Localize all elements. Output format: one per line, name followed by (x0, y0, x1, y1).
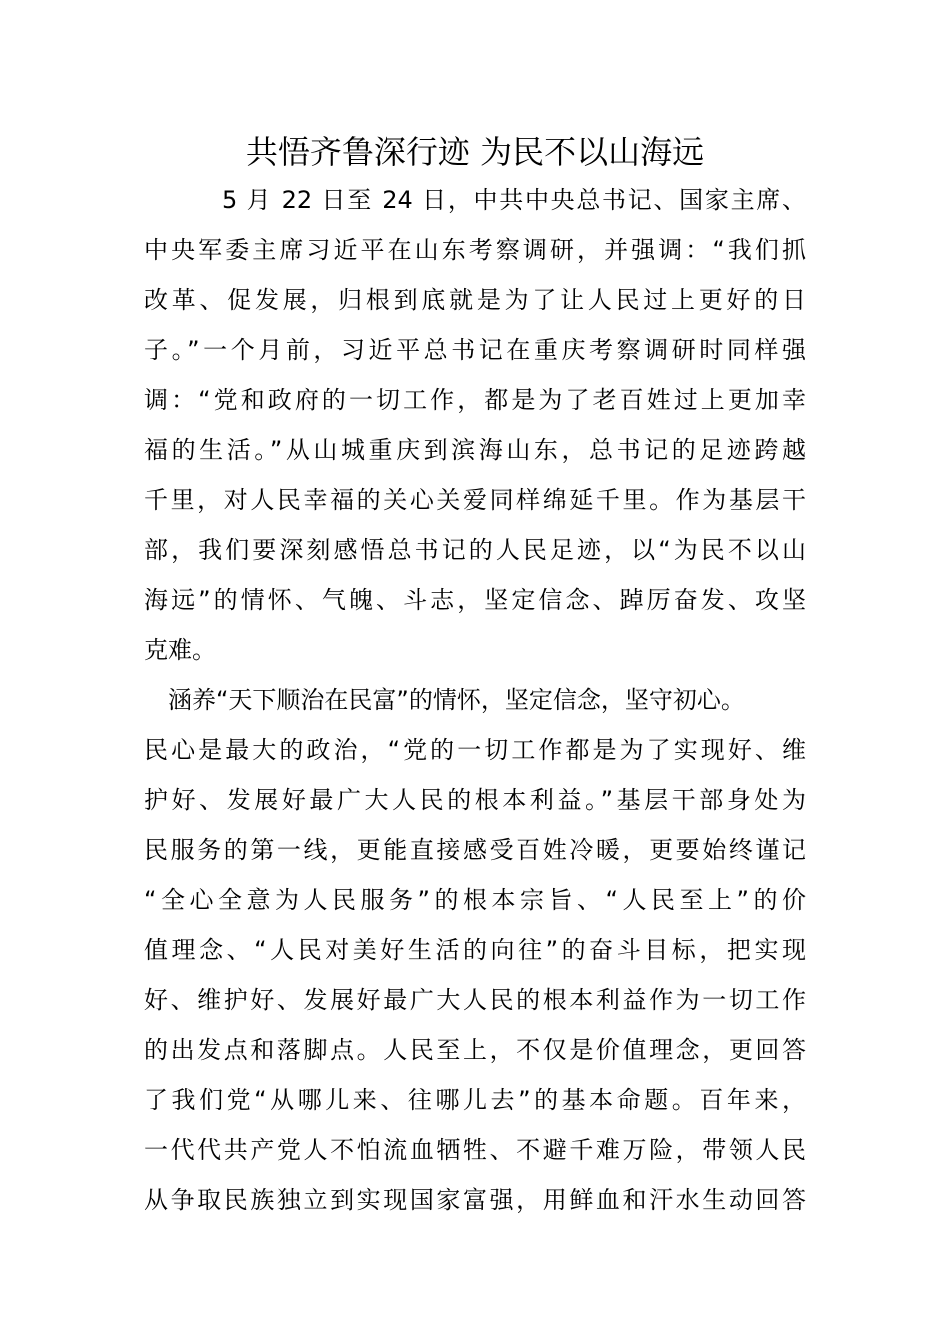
paragraph-line: 好、维护好、发展好最广大人民的根本利益作为一切工作 (144, 986, 806, 1014)
paragraph-line: “全心全意为人民服务”的根本宗旨、“人民至上”的价 (144, 886, 806, 914)
paragraph-line: 一代代共产党人不怕流血牺牲、不避千难万险，带领人民 (144, 1136, 806, 1164)
paragraph-line: 中央军委主席习近平在山东考察调研，并强调：“我们抓 (144, 236, 806, 264)
paragraph-line: 的出发点和落脚点。人民至上，不仅是价值理念，更回答 (144, 1036, 806, 1064)
paragraph-line: 5 月 22 日至 24 日，中共中央总书记、国家主席、 (222, 186, 806, 214)
paragraph-line: 民服务的第一线，更能直接感受百姓冷暖，更要始终谨记 (144, 836, 806, 864)
paragraph-line: 千里，对人民幸福的关心关爱同样绵延千里。作为基层干 (144, 486, 806, 514)
paragraph-line: 了我们党“从哪儿来、往哪儿去”的基本命题。百年来， (144, 1086, 806, 1114)
paragraph-line: 改革、促发展，归根到底就是为了让人民过上更好的日 (144, 286, 806, 314)
paragraph-line: 调：“党和政府的一切工作，都是为了老百姓过上更加幸 (144, 386, 806, 414)
paragraph-line: 子。”一个月前，习近平总书记在重庆考察调研时同样强 (144, 336, 806, 364)
paragraph-line: 海远”的情怀、气魄、斗志，坚定信念、踔厉奋发、攻坚 (144, 586, 806, 614)
document-title: 共悟齐鲁深行迹 为民不以山海远 (245, 133, 705, 171)
paragraph-line: 部，我们要深刻感悟总书记的人民足迹，以“为民不以山 (144, 536, 806, 564)
paragraph-line: 福的生活。”从山城重庆到滨海山东，总书记的足迹跨越 (144, 436, 806, 464)
paragraph-line: 从争取民族独立到实现国家富强，用鲜血和汗水生动回答 (144, 1186, 806, 1214)
paragraph-line: 护好、发展好最广大人民的根本利益。”基层干部身处为 (144, 786, 806, 814)
paragraph-line: 民心是最大的政治，“党的一切工作都是为了实现好、维 (144, 736, 806, 764)
paragraph-line: 涵养“天下顺治在民富”的情怀，坚定信念，坚守初心。 (168, 686, 745, 714)
paragraph-line: 值理念、“人民对美好生活的向往”的奋斗目标，把实现 (144, 936, 806, 964)
paragraph-line: 克难。 (144, 636, 216, 664)
